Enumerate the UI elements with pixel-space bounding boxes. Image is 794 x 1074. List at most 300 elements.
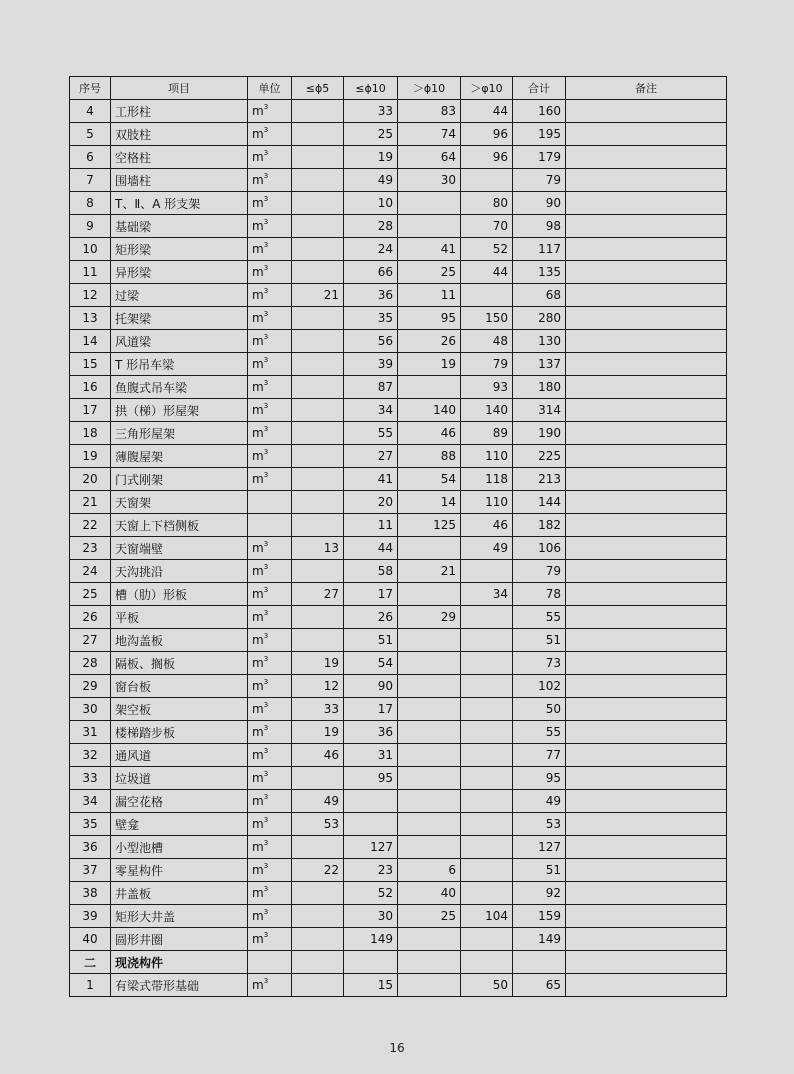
table-row bbox=[70, 215, 727, 238]
unit-text: m bbox=[252, 748, 264, 762]
cell-gt-d10: 14 bbox=[398, 491, 461, 514]
cell-gt-phi10: 49 bbox=[461, 537, 513, 560]
cell-gt-phi10 bbox=[461, 744, 513, 767]
cell-le-d10: 15 bbox=[344, 974, 398, 997]
cell-seq: 15 bbox=[70, 353, 111, 376]
cell-le-d5 bbox=[292, 905, 344, 928]
header-item: 项目 bbox=[111, 77, 248, 100]
cell-gt-phi10: 93 bbox=[461, 376, 513, 399]
cell-le-d5: 46 bbox=[292, 744, 344, 767]
unit-text: m bbox=[252, 909, 264, 923]
cell-gt-d10 bbox=[398, 583, 461, 606]
cell-le-d10: 39 bbox=[344, 353, 398, 376]
cell-le-d5 bbox=[292, 238, 344, 261]
cell-gt-phi10 bbox=[461, 928, 513, 951]
cell-gt-d10 bbox=[398, 698, 461, 721]
cell-gt-phi10 bbox=[461, 767, 513, 790]
cell-le-d10: 41 bbox=[344, 468, 398, 491]
cell-le-d5 bbox=[292, 882, 344, 905]
cell-seq: 13 bbox=[70, 307, 111, 330]
cell-le-d10: 127 bbox=[344, 836, 398, 859]
cell-gt-phi10: 110 bbox=[461, 491, 513, 514]
cell-seq: 14 bbox=[70, 330, 111, 353]
cell-unit bbox=[248, 652, 292, 675]
cell-total: 73 bbox=[513, 652, 566, 675]
cell-gt-d10: 64 bbox=[398, 146, 461, 169]
table-row bbox=[70, 629, 727, 652]
cell-remarks bbox=[566, 744, 727, 767]
cell-le-d10 bbox=[344, 813, 398, 836]
cell-item: 围墙柱 bbox=[111, 169, 248, 192]
cell-le-d10: 55 bbox=[344, 422, 398, 445]
cell-item: 工形柱 bbox=[111, 100, 248, 123]
header-unit: 单位 bbox=[248, 77, 292, 100]
cell-item: T、Ⅱ、A 形支架 bbox=[111, 192, 248, 215]
cell-le-d5: 19 bbox=[292, 721, 344, 744]
cell-gt-phi10 bbox=[461, 652, 513, 675]
cell-le-d10: 24 bbox=[344, 238, 398, 261]
cell-remarks bbox=[566, 215, 727, 238]
unit-text: m bbox=[252, 978, 264, 992]
cell-seq: 19 bbox=[70, 445, 111, 468]
cell-gt-d10 bbox=[398, 537, 461, 560]
table-row bbox=[70, 192, 727, 215]
cell-gt-d10: 40 bbox=[398, 882, 461, 905]
cell-gt-phi10: 50 bbox=[461, 974, 513, 997]
unit-text: m bbox=[252, 104, 264, 118]
cell-seq: 31 bbox=[70, 721, 111, 744]
cell-remarks bbox=[566, 514, 727, 537]
cell-unit bbox=[248, 905, 292, 928]
unit-text: m bbox=[252, 380, 264, 394]
cell-item: 双肢柱 bbox=[111, 123, 248, 146]
cell-seq: 36 bbox=[70, 836, 111, 859]
unit-text: m bbox=[252, 173, 264, 187]
cell-unit bbox=[248, 376, 292, 399]
header-le-d10: ≤ϕ10 bbox=[344, 77, 398, 100]
cell-gt-phi10 bbox=[461, 560, 513, 583]
cell-total: 160 bbox=[513, 100, 566, 123]
cell-item: 托架梁 bbox=[111, 307, 248, 330]
unit-exponent: 3 bbox=[263, 747, 269, 755]
unit-text: m bbox=[252, 679, 264, 693]
unit-exponent: 3 bbox=[263, 103, 269, 111]
unit-exponent: 3 bbox=[263, 724, 269, 732]
unit-text: m bbox=[252, 633, 264, 647]
cell-gt-phi10: 104 bbox=[461, 905, 513, 928]
cell-unit bbox=[248, 146, 292, 169]
cell-le-d10: 54 bbox=[344, 652, 398, 675]
cell-le-d5 bbox=[292, 836, 344, 859]
cell-remarks bbox=[566, 353, 727, 376]
cell-le-d5 bbox=[292, 353, 344, 376]
cell-gt-d10: 30 bbox=[398, 169, 461, 192]
cell-remarks bbox=[566, 629, 727, 652]
unit-exponent: 3 bbox=[263, 908, 269, 916]
cell-le-d10: 34 bbox=[344, 399, 398, 422]
table-row bbox=[70, 537, 727, 560]
cell-remarks bbox=[566, 307, 727, 330]
unit-text: m bbox=[252, 817, 264, 831]
cell-total: 159 bbox=[513, 905, 566, 928]
unit-exponent: 3 bbox=[263, 264, 269, 272]
table-row bbox=[70, 836, 727, 859]
cell-unit bbox=[248, 537, 292, 560]
table-row bbox=[70, 284, 727, 307]
cell-unit bbox=[248, 215, 292, 238]
cell-seq: 1 bbox=[70, 974, 111, 997]
table-row bbox=[70, 652, 727, 675]
cell-le-d5: 13 bbox=[292, 537, 344, 560]
cell-unit bbox=[248, 928, 292, 951]
cell-unit bbox=[248, 192, 292, 215]
cell-gt-d10 bbox=[398, 744, 461, 767]
cell-gt-d10: 41 bbox=[398, 238, 461, 261]
cell-gt-d10: 54 bbox=[398, 468, 461, 491]
cell-le-d10: 33 bbox=[344, 100, 398, 123]
cell-le-d10: 17 bbox=[344, 583, 398, 606]
cell-unit bbox=[248, 974, 292, 997]
cell-gt-phi10 bbox=[461, 169, 513, 192]
cell-le-d10: 36 bbox=[344, 721, 398, 744]
cell-le-d5 bbox=[292, 445, 344, 468]
cell-item: 风道梁 bbox=[111, 330, 248, 353]
cell-item: 现浇构件 bbox=[111, 951, 248, 974]
cell-total: 195 bbox=[513, 123, 566, 146]
cell-le-d10: 19 bbox=[344, 146, 398, 169]
cell-remarks bbox=[566, 790, 727, 813]
table-row bbox=[70, 744, 727, 767]
cell-le-d10: 58 bbox=[344, 560, 398, 583]
cell-total: 135 bbox=[513, 261, 566, 284]
cell-total: 314 bbox=[513, 399, 566, 422]
cell-gt-d10: 25 bbox=[398, 261, 461, 284]
cell-seq: 20 bbox=[70, 468, 111, 491]
cell-unit bbox=[248, 307, 292, 330]
cell-le-d10: 36 bbox=[344, 284, 398, 307]
cell-remarks bbox=[566, 238, 727, 261]
cell-le-d5 bbox=[292, 123, 344, 146]
cell-gt-phi10 bbox=[461, 606, 513, 629]
cell-unit bbox=[248, 353, 292, 376]
cell-seq: 40 bbox=[70, 928, 111, 951]
unit-exponent: 3 bbox=[263, 126, 269, 134]
cell-remarks bbox=[566, 606, 727, 629]
table-row bbox=[70, 882, 727, 905]
cell-gt-d10 bbox=[398, 721, 461, 744]
table-row bbox=[70, 859, 727, 882]
table-row bbox=[70, 238, 727, 261]
table-row bbox=[70, 445, 727, 468]
unit-exponent: 3 bbox=[263, 310, 269, 318]
unit-exponent: 3 bbox=[263, 379, 269, 387]
cell-gt-phi10: 79 bbox=[461, 353, 513, 376]
cell-le-d5: 33 bbox=[292, 698, 344, 721]
unit-exponent: 3 bbox=[263, 356, 269, 364]
table-row bbox=[70, 928, 727, 951]
cell-total: 78 bbox=[513, 583, 566, 606]
cell-le-d10: 27 bbox=[344, 445, 398, 468]
cell-le-d5: 22 bbox=[292, 859, 344, 882]
cell-le-d10: 26 bbox=[344, 606, 398, 629]
cell-total: 77 bbox=[513, 744, 566, 767]
unit-exponent: 3 bbox=[263, 862, 269, 870]
cell-seq: 25 bbox=[70, 583, 111, 606]
cell-total: 137 bbox=[513, 353, 566, 376]
cell-remarks bbox=[566, 537, 727, 560]
cell-seq: 12 bbox=[70, 284, 111, 307]
cell-total: 95 bbox=[513, 767, 566, 790]
cell-remarks bbox=[566, 974, 727, 997]
table-row bbox=[70, 146, 727, 169]
cell-unit bbox=[248, 629, 292, 652]
cell-le-d5: 12 bbox=[292, 675, 344, 698]
table-header-row bbox=[70, 77, 727, 100]
unit-text: m bbox=[252, 932, 264, 946]
rebar-quantity-table bbox=[69, 76, 727, 997]
cell-remarks bbox=[566, 859, 727, 882]
cell-gt-phi10: 89 bbox=[461, 422, 513, 445]
cell-unit bbox=[248, 468, 292, 491]
cell-le-d5: 21 bbox=[292, 284, 344, 307]
cell-le-d5 bbox=[292, 560, 344, 583]
cell-unit bbox=[248, 284, 292, 307]
cell-unit bbox=[248, 583, 292, 606]
table-row bbox=[70, 560, 727, 583]
cell-gt-d10: 46 bbox=[398, 422, 461, 445]
cell-item: 门式刚架 bbox=[111, 468, 248, 491]
cell-item: 有梁式带形基础 bbox=[111, 974, 248, 997]
unit-text: m bbox=[252, 196, 264, 210]
cell-total: 117 bbox=[513, 238, 566, 261]
cell-le-d5 bbox=[292, 330, 344, 353]
cell-seq: 7 bbox=[70, 169, 111, 192]
cell-le-d10: 28 bbox=[344, 215, 398, 238]
cell-gt-d10 bbox=[398, 951, 461, 974]
unit-text: m bbox=[252, 725, 264, 739]
cell-unit bbox=[248, 859, 292, 882]
cell-item: 基础梁 bbox=[111, 215, 248, 238]
cell-unit bbox=[248, 882, 292, 905]
unit-exponent: 3 bbox=[263, 586, 269, 594]
cell-gt-d10: 95 bbox=[398, 307, 461, 330]
cell-unit bbox=[248, 261, 292, 284]
cell-le-d5 bbox=[292, 261, 344, 284]
cell-gt-d10: 11 bbox=[398, 284, 461, 307]
cell-seq: 10 bbox=[70, 238, 111, 261]
unit-text: m bbox=[252, 541, 264, 555]
unit-exponent: 3 bbox=[263, 885, 269, 893]
cell-gt-d10 bbox=[398, 192, 461, 215]
unit-exponent: 3 bbox=[263, 701, 269, 709]
header-seq: 序号 bbox=[70, 77, 111, 100]
cell-total: 90 bbox=[513, 192, 566, 215]
cell-le-d10: 31 bbox=[344, 744, 398, 767]
cell-total: 51 bbox=[513, 859, 566, 882]
cell-le-d10: 149 bbox=[344, 928, 398, 951]
unit-text: m bbox=[252, 794, 264, 808]
cell-total: 225 bbox=[513, 445, 566, 468]
cell-unit bbox=[248, 100, 292, 123]
cell-remarks bbox=[566, 261, 727, 284]
cell-gt-d10: 21 bbox=[398, 560, 461, 583]
cell-le-d10: 66 bbox=[344, 261, 398, 284]
cell-remarks bbox=[566, 123, 727, 146]
unit-text: m bbox=[252, 357, 264, 371]
cell-total: 53 bbox=[513, 813, 566, 836]
cell-unit bbox=[248, 790, 292, 813]
unit-text: m bbox=[252, 771, 264, 785]
header-gt-d10: ＞ϕ10 bbox=[398, 77, 461, 100]
table-row bbox=[70, 813, 727, 836]
cell-le-d5 bbox=[292, 146, 344, 169]
cell-total: 127 bbox=[513, 836, 566, 859]
cell-gt-phi10 bbox=[461, 813, 513, 836]
table-row bbox=[70, 790, 727, 813]
unit-text: m bbox=[252, 150, 264, 164]
unit-exponent: 3 bbox=[263, 448, 269, 456]
section-row bbox=[70, 951, 727, 974]
cell-le-d10: 30 bbox=[344, 905, 398, 928]
cell-gt-d10: 19 bbox=[398, 353, 461, 376]
cell-gt-phi10: 46 bbox=[461, 514, 513, 537]
cell-le-d5 bbox=[292, 514, 344, 537]
cell-item: 槽（肋）形板 bbox=[111, 583, 248, 606]
cell-le-d5 bbox=[292, 376, 344, 399]
cell-remarks bbox=[566, 422, 727, 445]
cell-unit bbox=[248, 813, 292, 836]
cell-le-d10: 25 bbox=[344, 123, 398, 146]
page-number: 16 bbox=[389, 1041, 405, 1055]
header-gt-phi10: ＞φ10 bbox=[461, 77, 513, 100]
unit-exponent: 3 bbox=[263, 839, 269, 847]
cell-remarks bbox=[566, 698, 727, 721]
cell-unit bbox=[248, 491, 292, 514]
cell-gt-d10 bbox=[398, 928, 461, 951]
unit-exponent: 3 bbox=[263, 931, 269, 939]
unit-exponent: 3 bbox=[263, 563, 269, 571]
table-row bbox=[70, 767, 727, 790]
cell-item: 天窗端壁 bbox=[111, 537, 248, 560]
cell-gt-phi10: 140 bbox=[461, 399, 513, 422]
unit-exponent: 3 bbox=[263, 655, 269, 663]
cell-total: 144 bbox=[513, 491, 566, 514]
cell-seq: 22 bbox=[70, 514, 111, 537]
header-remarks: 备注 bbox=[566, 77, 727, 100]
cell-le-d5 bbox=[292, 468, 344, 491]
cell-le-d5: 27 bbox=[292, 583, 344, 606]
cell-le-d10: 90 bbox=[344, 675, 398, 698]
unit-exponent: 3 bbox=[263, 471, 269, 479]
cell-seq: 28 bbox=[70, 652, 111, 675]
cell-gt-d10 bbox=[398, 675, 461, 698]
unit-text: m bbox=[252, 472, 264, 486]
cell-le-d10 bbox=[344, 951, 398, 974]
cell-le-d5 bbox=[292, 629, 344, 652]
cell-unit bbox=[248, 169, 292, 192]
cell-item: T 形吊车梁 bbox=[111, 353, 248, 376]
cell-total: 106 bbox=[513, 537, 566, 560]
cell-remarks bbox=[566, 675, 727, 698]
cell-item: 圆形井圈 bbox=[111, 928, 248, 951]
unit-exponent: 3 bbox=[263, 632, 269, 640]
unit-exponent: 3 bbox=[263, 540, 269, 548]
cell-le-d10: 17 bbox=[344, 698, 398, 721]
cell-le-d5 bbox=[292, 215, 344, 238]
cell-total: 180 bbox=[513, 376, 566, 399]
unit-text: m bbox=[252, 656, 264, 670]
cell-unit bbox=[248, 560, 292, 583]
table-row bbox=[70, 606, 727, 629]
unit-exponent: 3 bbox=[263, 770, 269, 778]
table-row bbox=[70, 698, 727, 721]
cell-gt-d10: 29 bbox=[398, 606, 461, 629]
cell-total: 280 bbox=[513, 307, 566, 330]
cell-le-d10: 10 bbox=[344, 192, 398, 215]
cell-total: 51 bbox=[513, 629, 566, 652]
cell-gt-phi10: 118 bbox=[461, 468, 513, 491]
cell-gt-d10 bbox=[398, 376, 461, 399]
cell-le-d5 bbox=[292, 928, 344, 951]
cell-le-d5 bbox=[292, 491, 344, 514]
unit-text: m bbox=[252, 564, 264, 578]
cell-seq: 23 bbox=[70, 537, 111, 560]
cell-remarks bbox=[566, 491, 727, 514]
cell-le-d10: 11 bbox=[344, 514, 398, 537]
cell-unit bbox=[248, 721, 292, 744]
cell-item: 天沟挑沿 bbox=[111, 560, 248, 583]
table-row bbox=[70, 330, 727, 353]
unit-exponent: 3 bbox=[263, 977, 269, 985]
cell-remarks bbox=[566, 652, 727, 675]
cell-le-d10: 49 bbox=[344, 169, 398, 192]
cell-le-d10: 20 bbox=[344, 491, 398, 514]
cell-gt-phi10 bbox=[461, 790, 513, 813]
cell-remarks bbox=[566, 951, 727, 974]
cell-item: 地沟盖板 bbox=[111, 629, 248, 652]
cell-remarks bbox=[566, 399, 727, 422]
table-row bbox=[70, 675, 727, 698]
cell-le-d5: 49 bbox=[292, 790, 344, 813]
cell-total: 213 bbox=[513, 468, 566, 491]
cell-gt-d10: 6 bbox=[398, 859, 461, 882]
cell-le-d5 bbox=[292, 422, 344, 445]
cell-total: 55 bbox=[513, 606, 566, 629]
cell-seq: 37 bbox=[70, 859, 111, 882]
cell-item: 平板 bbox=[111, 606, 248, 629]
cell-unit bbox=[248, 422, 292, 445]
cell-gt-phi10: 96 bbox=[461, 146, 513, 169]
cell-seq: 18 bbox=[70, 422, 111, 445]
cell-seq: 11 bbox=[70, 261, 111, 284]
cell-le-d10: 87 bbox=[344, 376, 398, 399]
cell-unit bbox=[248, 445, 292, 468]
cell-unit bbox=[248, 330, 292, 353]
cell-gt-d10 bbox=[398, 974, 461, 997]
cell-le-d5 bbox=[292, 192, 344, 215]
cell-remarks bbox=[566, 100, 727, 123]
cell-le-d5 bbox=[292, 307, 344, 330]
cell-gt-d10 bbox=[398, 813, 461, 836]
unit-exponent: 3 bbox=[263, 425, 269, 433]
cell-gt-phi10: 110 bbox=[461, 445, 513, 468]
cell-total: 98 bbox=[513, 215, 566, 238]
cell-gt-d10 bbox=[398, 790, 461, 813]
table-row bbox=[70, 905, 727, 928]
cell-item: 窗台板 bbox=[111, 675, 248, 698]
unit-text: m bbox=[252, 587, 264, 601]
cell-gt-d10: 88 bbox=[398, 445, 461, 468]
